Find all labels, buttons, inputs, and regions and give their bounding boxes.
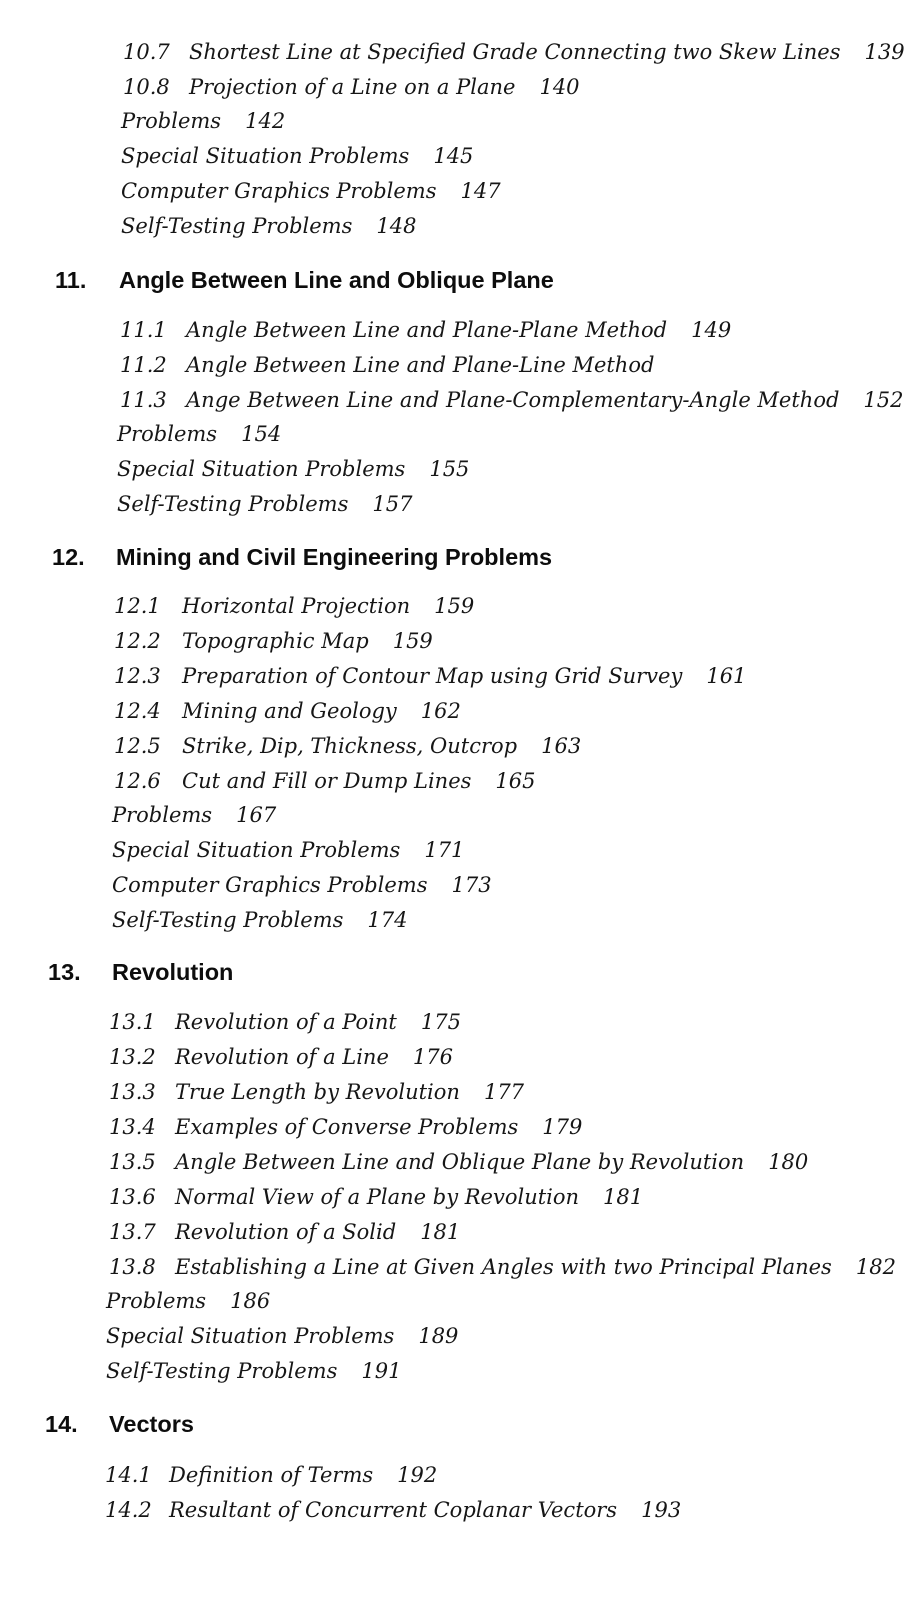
toc-entry[interactable] [109, 1148, 808, 1176]
toc-entry[interactable] [109, 1008, 461, 1036]
section-title: True Length by Revolution [175, 1080, 460, 1104]
toc-entry[interactable] [121, 212, 416, 240]
page-number: 174 [367, 908, 408, 932]
section-number: 10.7 [123, 40, 170, 64]
section-title: Resultant of Concurrent Coplanar Vectors [169, 1498, 618, 1522]
page-number: 149 [691, 318, 732, 342]
chapter-heading[interactable] [48, 957, 233, 987]
chapter-number: 11. [55, 267, 87, 293]
section-title: Ange Between Line and Plane-Complementary-Angle Method [186, 388, 840, 412]
page-number: 175 [420, 1010, 461, 1034]
section-title: Definition of Terms [169, 1463, 374, 1487]
chapter-title: Mining and Civil Engineering Problems [116, 544, 553, 570]
section-title: Revolution of a Solid [175, 1220, 397, 1244]
section-number: 13.4 [109, 1115, 156, 1139]
toc-entry[interactable] [114, 697, 461, 725]
page-number: 176 [412, 1045, 453, 1069]
section-title: Cut and Fill or Dump Lines [182, 769, 472, 793]
section-number: 13.6 [109, 1185, 156, 1209]
section-number: 13.3 [109, 1080, 156, 1104]
toc-entry[interactable] [106, 1287, 270, 1315]
page-number: 145 [433, 144, 474, 168]
toc-entry[interactable] [114, 767, 536, 795]
entry-title: Computer Graphics Problems [112, 873, 428, 897]
section-number: 13.1 [109, 1010, 156, 1034]
page-number: 179 [542, 1115, 583, 1139]
page-number: 182 [855, 1255, 896, 1279]
entry-title: Self-Testing Problems [117, 492, 349, 516]
section-number: 12.3 [114, 664, 161, 688]
entry-title: Problems [117, 422, 218, 446]
section-number: 12.5 [114, 734, 161, 758]
page-number: 159 [434, 594, 475, 618]
toc-entry[interactable] [105, 1496, 681, 1524]
page-number: 148 [376, 214, 417, 238]
page-number: 171 [424, 838, 465, 862]
chapter-title: Angle Between Line and Oblique Plane [119, 267, 554, 293]
page-number: 177 [483, 1080, 525, 1104]
section-title: Mining and Geology [182, 699, 397, 723]
section-title: Establishing a Line at Given Angles with two Principal Planes [175, 1255, 832, 1279]
page-number: 162 [420, 699, 461, 723]
page-number: 181 [420, 1220, 461, 1244]
toc-entry[interactable] [114, 627, 433, 655]
toc-entry[interactable] [112, 836, 464, 864]
entry-title: Self-Testing Problems [106, 1359, 338, 1383]
entry-title: Problems [106, 1289, 207, 1313]
page-number: 159 [392, 629, 433, 653]
page-number: 139 [864, 40, 905, 64]
toc-entry[interactable] [109, 1113, 582, 1141]
toc-entry[interactable] [123, 38, 905, 66]
page-number: 163 [541, 734, 582, 758]
toc-entry[interactable] [117, 420, 281, 448]
entry-title: Self-Testing Problems [112, 908, 344, 932]
chapter-heading[interactable] [45, 1409, 194, 1439]
toc-entry[interactable] [114, 662, 746, 690]
section-title: Revolution of a Line [175, 1045, 389, 1069]
toc-entry[interactable] [121, 142, 473, 170]
section-number: 12.1 [114, 594, 161, 618]
page-number: 189 [418, 1324, 459, 1348]
section-title: Projection of a Line on a Plane [189, 75, 516, 99]
toc-entry[interactable] [114, 732, 581, 760]
section-title: Shortest Line at Specified Grade Connecting two Skew Lines [189, 40, 841, 64]
section-number: 12.2 [114, 629, 161, 653]
section-title: Revolution of a Point [175, 1010, 397, 1034]
entry-title: Self-Testing Problems [121, 214, 353, 238]
page-number: 152 [863, 388, 904, 412]
section-title: Horizontal Projection [182, 594, 411, 618]
toc-entry[interactable] [109, 1218, 460, 1246]
chapter-title: Vectors [109, 1411, 194, 1437]
page-number: 193 [641, 1498, 682, 1522]
section-title: Angle Between Line and Oblique Plane by Revolution [175, 1150, 745, 1174]
section-number: 12.6 [114, 769, 161, 793]
section-number: 11.2 [120, 353, 167, 377]
page-number: 173 [451, 873, 492, 897]
toc-entry[interactable] [105, 1461, 437, 1489]
chapter-heading[interactable] [52, 542, 552, 572]
toc-entry[interactable] [120, 351, 678, 379]
page-number: 161 [706, 664, 747, 688]
entry-title: Special Situation Problems [121, 144, 410, 168]
entry-title: Special Situation Problems [106, 1324, 395, 1348]
toc-entry[interactable] [117, 490, 412, 518]
section-title: Angle Between Line and Plane-Line Method [186, 353, 655, 377]
section-title: Preparation of Contour Map using Grid Survey [182, 664, 683, 688]
toc-entry[interactable] [109, 1183, 643, 1211]
toc-entry[interactable] [109, 1078, 524, 1106]
page-number: 140 [539, 75, 580, 99]
page-number: 181 [603, 1185, 644, 1209]
section-number: 14.1 [105, 1463, 152, 1487]
toc-entry[interactable] [112, 871, 492, 899]
entry-title: Problems [112, 803, 213, 827]
chapter-title: Revolution [112, 959, 234, 985]
section-title: Topographic Map [182, 629, 369, 653]
page-number: 191 [361, 1359, 402, 1383]
toc-entry[interactable] [109, 1043, 453, 1071]
toc-entry[interactable] [106, 1357, 401, 1385]
page-number: 192 [397, 1463, 438, 1487]
entry-title: Computer Graphics Problems [121, 179, 437, 203]
chapter-number: 14. [45, 1411, 78, 1437]
toc-entry[interactable] [109, 1253, 896, 1281]
page-number: 154 [241, 422, 282, 446]
page-number: 167 [236, 803, 277, 827]
toc-entry[interactable] [117, 455, 469, 483]
section-number: 13.8 [109, 1255, 156, 1279]
toc-entry[interactable] [121, 107, 285, 135]
page-number: 165 [495, 769, 536, 793]
toc-entry[interactable] [120, 386, 904, 414]
chapter-number: 12. [52, 544, 85, 570]
page-number: 147 [460, 179, 501, 203]
section-number: 10.8 [123, 75, 170, 99]
page-number: 142 [245, 109, 286, 133]
page-number: 155 [429, 457, 470, 481]
toc-entry[interactable] [123, 73, 580, 101]
toc-entry[interactable] [120, 316, 731, 344]
toc-entry[interactable] [112, 801, 276, 829]
section-title: Strike, Dip, Thickness, Outcrop [182, 734, 518, 758]
page-number: 180 [768, 1150, 809, 1174]
section-number: 13.7 [109, 1220, 156, 1244]
entry-title: Special Situation Problems [117, 457, 406, 481]
section-title: Examples of Converse Problems [175, 1115, 519, 1139]
page-number: 157 [372, 492, 413, 516]
toc-entry[interactable] [114, 592, 474, 620]
section-title: Normal View of a Plane by Revolution [175, 1185, 580, 1209]
section-number: 11.1 [120, 318, 167, 342]
section-number: 13.5 [109, 1150, 156, 1174]
chapter-number: 13. [48, 959, 81, 985]
toc-entry[interactable] [106, 1322, 458, 1350]
page-number: 186 [230, 1289, 271, 1313]
section-number: 13.2 [109, 1045, 156, 1069]
toc-entry[interactable] [121, 177, 501, 205]
section-number: 12.4 [114, 699, 161, 723]
toc-entry[interactable] [112, 906, 407, 934]
section-number: 14.2 [105, 1498, 152, 1522]
chapter-heading[interactable] [55, 265, 554, 295]
entry-title: Problems [121, 109, 222, 133]
section-title: Angle Between Line and Plane-Plane Method [186, 318, 668, 342]
section-number: 11.3 [120, 388, 167, 412]
entry-title: Special Situation Problems [112, 838, 401, 862]
